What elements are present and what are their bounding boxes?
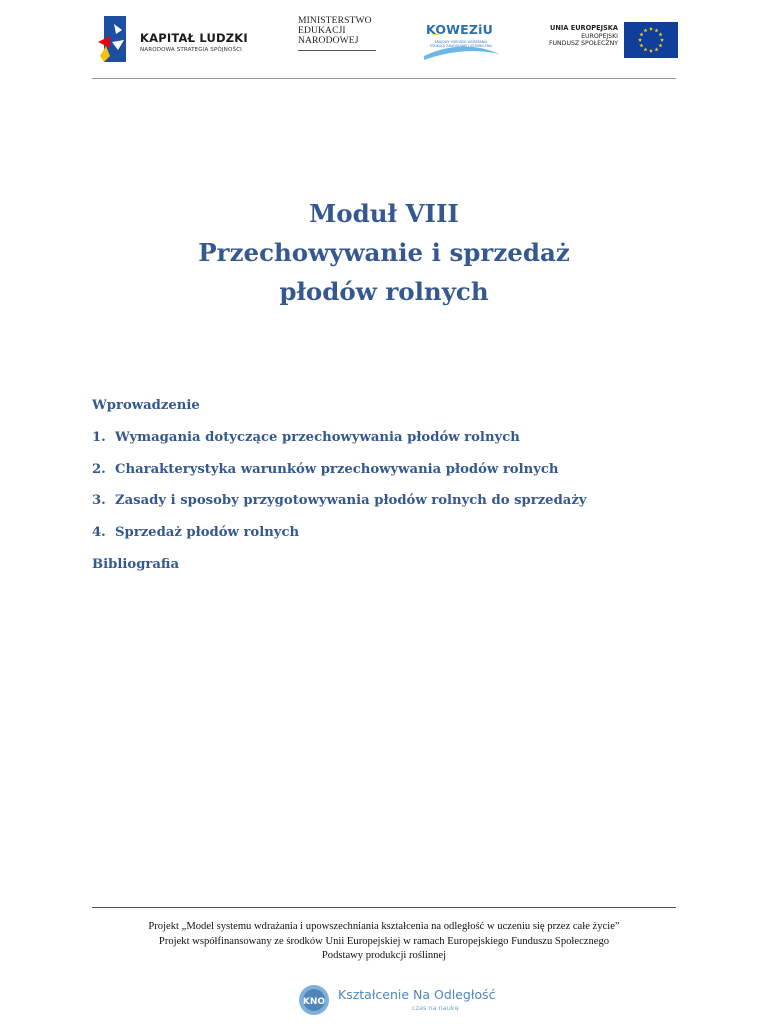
unia-europejska-wordmark (549, 25, 618, 48)
ministerstwo-wordmark (298, 16, 378, 46)
ministerstwo-line: NARODOWEJ (298, 35, 359, 46)
kno-logo-name: Kształcenie Na Odległość (338, 987, 496, 1002)
ministerstwo-line: EDUKACJI (298, 25, 346, 36)
footer-text (92, 920, 676, 964)
table-of-contents (92, 398, 676, 589)
header-divider (92, 78, 676, 79)
toc-item-number: 3. (92, 493, 106, 509)
kapital-ludzki-emblem-icon (96, 16, 130, 64)
ministerstwo-logo (298, 16, 378, 62)
logo-bar (92, 14, 676, 74)
toc-item-number: 1. (92, 429, 106, 445)
toc-item[interactable] (92, 525, 676, 557)
toc-intro[interactable]: Wprowadzenie (92, 398, 200, 413)
koweziu-subtitle: KRAJOWY OŚRODEK WSPIERANIA EDUKACJI ZAWODOWEJ I USTAWICZNEJ (430, 40, 492, 48)
kno-emblem-text: KNO (302, 997, 326, 1007)
toc-item[interactable] (92, 493, 676, 525)
kapital-ludzki-logo (96, 16, 256, 66)
ministerstwo-line: MINISTERSTWO (298, 15, 372, 26)
unia-europejska-line: FUNDUSZ SPOŁECZNY (548, 40, 618, 48)
koweziu-wordmark: KOWEZiU (426, 22, 493, 37)
toc-item-label: Charakterystyka warunków przechowywania płodów rolnych (115, 461, 559, 477)
toc-item-label: Sprzedaż płodów rolnych (115, 525, 300, 541)
kno-logo-tagline: czas na naukę (412, 1004, 459, 1012)
footer-divider (92, 907, 676, 908)
toc-item[interactable] (92, 462, 676, 494)
title-line: Moduł VIII (309, 199, 459, 228)
toc-outro[interactable]: Bibliografia (92, 556, 180, 572)
unia-europejska-line: UNIA EUROPEJSKA (549, 24, 618, 32)
title-line: Przechowywanie i sprzedaż (198, 238, 570, 267)
toc-item-label: Wymagania dotyczące przechowywania płodów rolnych (115, 429, 520, 445)
kno-emblem-icon (298, 984, 332, 1016)
footer-line: Podstawy produkcji roślinnej (321, 950, 447, 961)
unia-europejska-logo (536, 22, 678, 58)
toc-item-number: 2. (92, 461, 106, 477)
page-title (92, 194, 676, 311)
toc-item[interactable] (92, 430, 676, 462)
toc-item-number: 4. (92, 525, 106, 541)
ministerstwo-underline (298, 50, 376, 51)
kapital-ludzki-title: KAPITAŁ LUDZKI (140, 31, 248, 45)
eu-flag-icon (624, 22, 678, 58)
koweziu-logo (422, 18, 502, 62)
title-line: płodów rolnych (279, 277, 489, 306)
ksztalcenie-na-odleglosc-logo (298, 982, 496, 1018)
toc-item-label: Zasady i sposoby przygotowywania płodów rolnych do sprzedaży (115, 493, 587, 509)
unia-europejska-line: EUROPEJSKI (581, 32, 618, 40)
kapital-ludzki-subtitle: NARODOWA STRATEGIA SPÓJNOŚCI (140, 47, 242, 53)
footer-line: Projekt współfinansowany ze środków Unii Europejskiej w ramach Europejskiego Funduszu Społecznego (158, 935, 610, 947)
footer-line: Projekt „Model systemu wdrażania i upowszechniania kształcenia na odległość w uczeniu się przez całe życie” (148, 921, 620, 932)
